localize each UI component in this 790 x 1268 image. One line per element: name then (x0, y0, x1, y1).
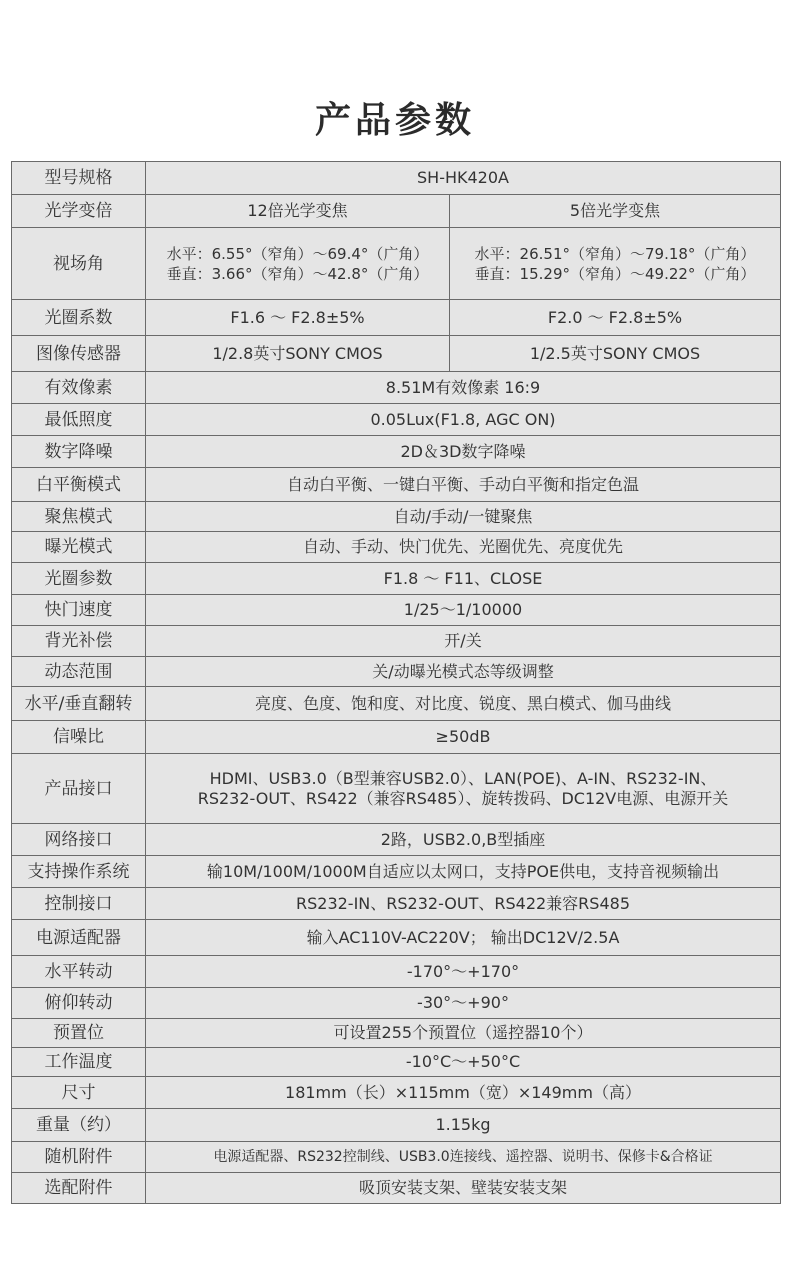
row-label: 光圈参数 (12, 563, 146, 595)
row-label: 光圈系数 (12, 300, 146, 336)
row-label: 支持操作系统 (12, 856, 146, 888)
fov-left-cell (146, 228, 450, 300)
fov-right-vertical: 垂直：15.29°（窄角）～49.22°（广角） (474, 264, 756, 283)
table-row (12, 195, 781, 228)
table-row (12, 595, 781, 626)
row-value-right: 5倍光学变焦 (450, 195, 781, 228)
row-value: 8.51M有效像素 16:9 (146, 372, 781, 404)
row-label: 白平衡模式 (12, 468, 146, 502)
table-row (12, 436, 781, 468)
row-value: -10°C～+50°C (146, 1048, 781, 1077)
row-value: F1.8 ～ F11、CLOSE (146, 563, 781, 595)
row-value: 电源适配器、RS232控制线、USB3.0连接线、遥控器、说明书、保修卡&合格证 (146, 1142, 781, 1173)
row-value: -30°～+90° (146, 988, 781, 1019)
row-label: 最低照度 (12, 404, 146, 436)
row-value: 自动/手动/一键聚焦 (146, 502, 781, 532)
fov-right-horizontal: 水平：26.51°（窄角）～79.18°（广角） (474, 244, 756, 263)
row-value: RS232-IN、RS232-OUT、RS422兼容RS485 (146, 888, 781, 920)
table-row (12, 336, 781, 372)
row-value: 1.15kg (146, 1109, 781, 1142)
fov-left-vertical: 垂直：3.66°（窄角）～42.8°（广角） (166, 264, 429, 283)
table-row (12, 754, 781, 824)
row-value: 1/25～1/10000 (146, 595, 781, 626)
row-value: 自动白平衡、一键白平衡、手动白平衡和指定色温 (146, 468, 781, 502)
row-label: 聚焦模式 (12, 502, 146, 532)
table-row (12, 687, 781, 721)
row-label: 光学变倍 (12, 195, 146, 228)
row-value-left: F1.6 ～ F2.8±5% (146, 300, 450, 336)
row-label: 视场角 (12, 228, 146, 300)
row-value: 亮度、色度、饱和度、对比度、锐度、黑白模式、伽马曲线 (146, 687, 781, 721)
table-row (12, 920, 781, 956)
row-label: 尺寸 (12, 1077, 146, 1109)
row-label: 动态范围 (12, 657, 146, 687)
table-row (12, 468, 781, 502)
table-row (12, 162, 781, 195)
table-row (12, 1109, 781, 1142)
row-value: 输10M/100M/1000M自适应以太网口，支持POE供电，支持音视频输出 (146, 856, 781, 888)
row-value: 可设置255个预置位（遥控器10个） (146, 1019, 781, 1048)
row-value: 开/关 (146, 626, 781, 657)
row-value: 2路，USB2.0,B型插座 (146, 824, 781, 856)
row-label: 电源适配器 (12, 920, 146, 956)
table-row (12, 228, 781, 300)
table-row (12, 988, 781, 1019)
row-label: 信噪比 (12, 721, 146, 754)
table-row (12, 1142, 781, 1173)
row-label: 俯仰转动 (12, 988, 146, 1019)
row-label: 产品接口 (12, 754, 146, 824)
row-label: 水平转动 (12, 956, 146, 988)
row-value: ≥50dB (146, 721, 781, 754)
table-row (12, 502, 781, 532)
table-row (12, 404, 781, 436)
table-row (12, 1019, 781, 1048)
table-row (12, 563, 781, 595)
table-row (12, 824, 781, 856)
table-row (12, 1048, 781, 1077)
table-row (12, 300, 781, 336)
row-value: 吸顶安装支架、壁装安装支架 (146, 1173, 781, 1204)
row-label: 预置位 (12, 1019, 146, 1048)
row-value: 0.05Lux(F1.8, AGC ON) (146, 404, 781, 436)
page-title: 产品参数 (314, 100, 475, 141)
row-value: 181mm（长）×115mm（宽）×149mm（高） (146, 1077, 781, 1109)
fov-left-horizontal: 水平：6.55°（窄角）～69.4°（广角） (166, 244, 429, 263)
row-label: 型号规格 (12, 162, 146, 195)
row-value-left: 12倍光学变焦 (146, 195, 450, 228)
table-row (12, 721, 781, 754)
row-value-right: 1/2.5英寸SONY CMOS (450, 336, 781, 372)
table-row (12, 856, 781, 888)
table-row (12, 956, 781, 988)
table-row (12, 372, 781, 404)
row-value-left: 1/2.8英寸SONY CMOS (146, 336, 450, 372)
interfaces-line-2: RS232-OUT、RS422（兼容RS485）、旋转拨码、DC12V电源、电源开关 (197, 788, 729, 808)
row-label: 控制接口 (12, 888, 146, 920)
interfaces-line-1: HDMI、USB3.0（B型兼容USB2.0）、LAN(POE)、A-IN、RS232-IN、 (209, 768, 717, 788)
spec-table (11, 161, 781, 1204)
row-label: 数字降噪 (12, 436, 146, 468)
row-label: 背光补偿 (12, 626, 146, 657)
row-label: 选配附件 (12, 1173, 146, 1204)
row-value-right: F2.0 ～ F2.8±5% (450, 300, 781, 336)
row-label: 曝光模式 (12, 532, 146, 563)
row-label: 图像传感器 (12, 336, 146, 372)
row-value: 自动、手动、快门优先、光圈优先、亮度优先 (146, 532, 781, 563)
row-value: -170°～+170° (146, 956, 781, 988)
table-row (12, 657, 781, 687)
table-row (12, 532, 781, 563)
row-value: SH-HK420A (146, 162, 781, 195)
row-value: 2D＆3D数字降噪 (146, 436, 781, 468)
row-label: 快门速度 (12, 595, 146, 626)
row-label: 随机附件 (12, 1142, 146, 1173)
table-row (12, 626, 781, 657)
interfaces-cell (146, 754, 781, 824)
row-label: 有效像素 (12, 372, 146, 404)
row-label: 水平/垂直翻转 (12, 687, 146, 721)
fov-right-cell (450, 228, 781, 300)
table-row (12, 1173, 781, 1204)
row-label: 网络接口 (12, 824, 146, 856)
row-label: 工作温度 (12, 1048, 146, 1077)
row-value: 输入AC110V-AC220V； 输出DC12V/2.5A (146, 920, 781, 956)
row-label: 重量（约） (12, 1109, 146, 1142)
row-value: 关/动曝光模式态等级调整 (146, 657, 781, 687)
table-row (12, 1077, 781, 1109)
table-row (12, 888, 781, 920)
